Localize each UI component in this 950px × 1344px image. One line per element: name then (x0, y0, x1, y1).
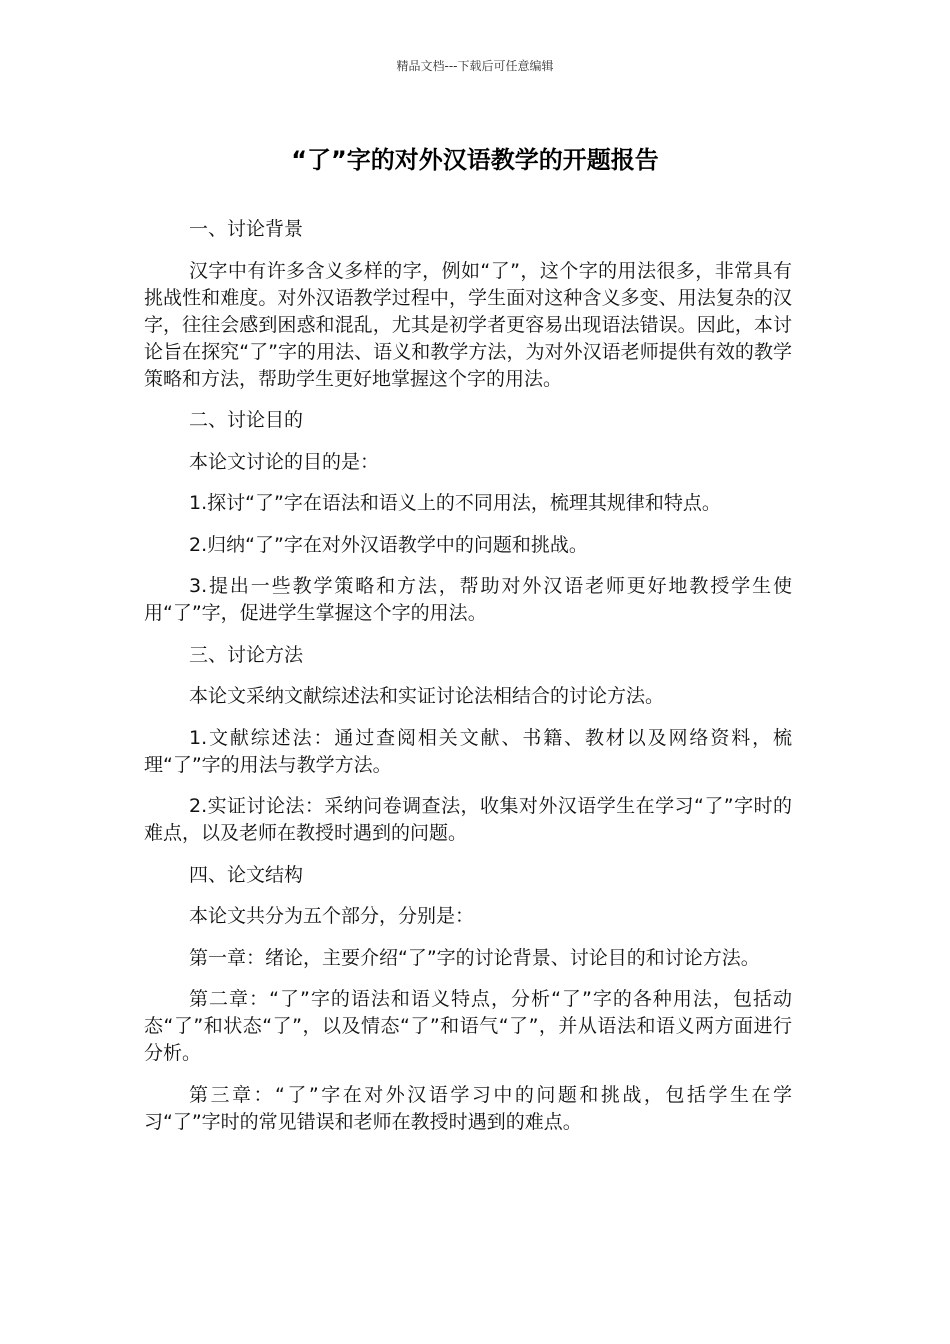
list-item-method-1: 1.文献综述法：通过查阅相关文献、书籍、教材以及网络资料，梳理“了”字的用法与教学方法。 (144, 726, 792, 776)
list-item-purpose-3: 3.提出一些教学策略和方法，帮助对外汉语老师更好地教授学生使用“了”字，促进学生掌握这个字的用法。 (144, 575, 792, 624)
paragraph-background: 汉字中有许多含义多样的字，例如“了”，这个字的用法很多，非常具有挑战性和难度。对外汉语教学过程中，学生面对这种含义多变、用法复杂的汉字，往往会感到困惑和混乱，尤其是初学者更容易出现语法错误。因此，本讨论旨在探究“了”字的用法、语义和教学方法，为对外汉语老师提供有效的教学策略和方法，帮助学生更好地掌握这个字的用法。 (144, 259, 792, 390)
section-heading-purpose: 二、讨论目的 (189, 409, 304, 431)
chapter-2-description: 第二章：“了”字的语法和语义特点，分析“了”字的各种用法，包括动态“了”和状态“了”，以及情态“了”和语气“了”，并从语法和语义两方面进行分析。 (144, 988, 792, 1064)
section-heading-background: 一、讨论背景 (189, 218, 304, 240)
list-item-method-2: 2.实证讨论法：采纳问卷调查法，收集对外汉语学生在学习“了”字时的难点，以及老师在教授时遇到的问题。 (144, 795, 792, 844)
document-title: “了”字的对外汉语教学的开题报告 (291, 146, 659, 174)
page-header-note: 精品文档---下载后可任意编辑 (396, 59, 554, 73)
document-body (144, 216, 792, 1150)
section-heading-method: 三、讨论方法 (189, 643, 304, 666)
chapter-3-description: 第三章：“了”字在对外汉语学习中的问题和挑战，包括学生在学习“了”字时的常见错误和老师在教授时遇到的难点。 (144, 1083, 792, 1133)
list-item-purpose-1: 1.探讨“了”字在语法和语义上的不同用法，梳理其规律和特点。 (189, 492, 721, 514)
section-heading-structure: 四、论文结构 (189, 863, 304, 886)
list-item-purpose-2: 2.归纳“了”字在对外汉语教学中的问题和挑战。 (189, 533, 588, 556)
paragraph-method-intro: 本论文采纳文献综述法和实证讨论法相结合的讨论方法。 (189, 685, 665, 707)
chapter-1-description: 第一章：绪论，主要介绍“了”字的讨论背景、讨论目的和讨论方法。 (189, 946, 760, 969)
paragraph-structure-intro: 本论文共分为五个部分，分别是： (189, 905, 475, 927)
paragraph-purpose-intro: 本论文讨论的目的是： (189, 450, 380, 473)
